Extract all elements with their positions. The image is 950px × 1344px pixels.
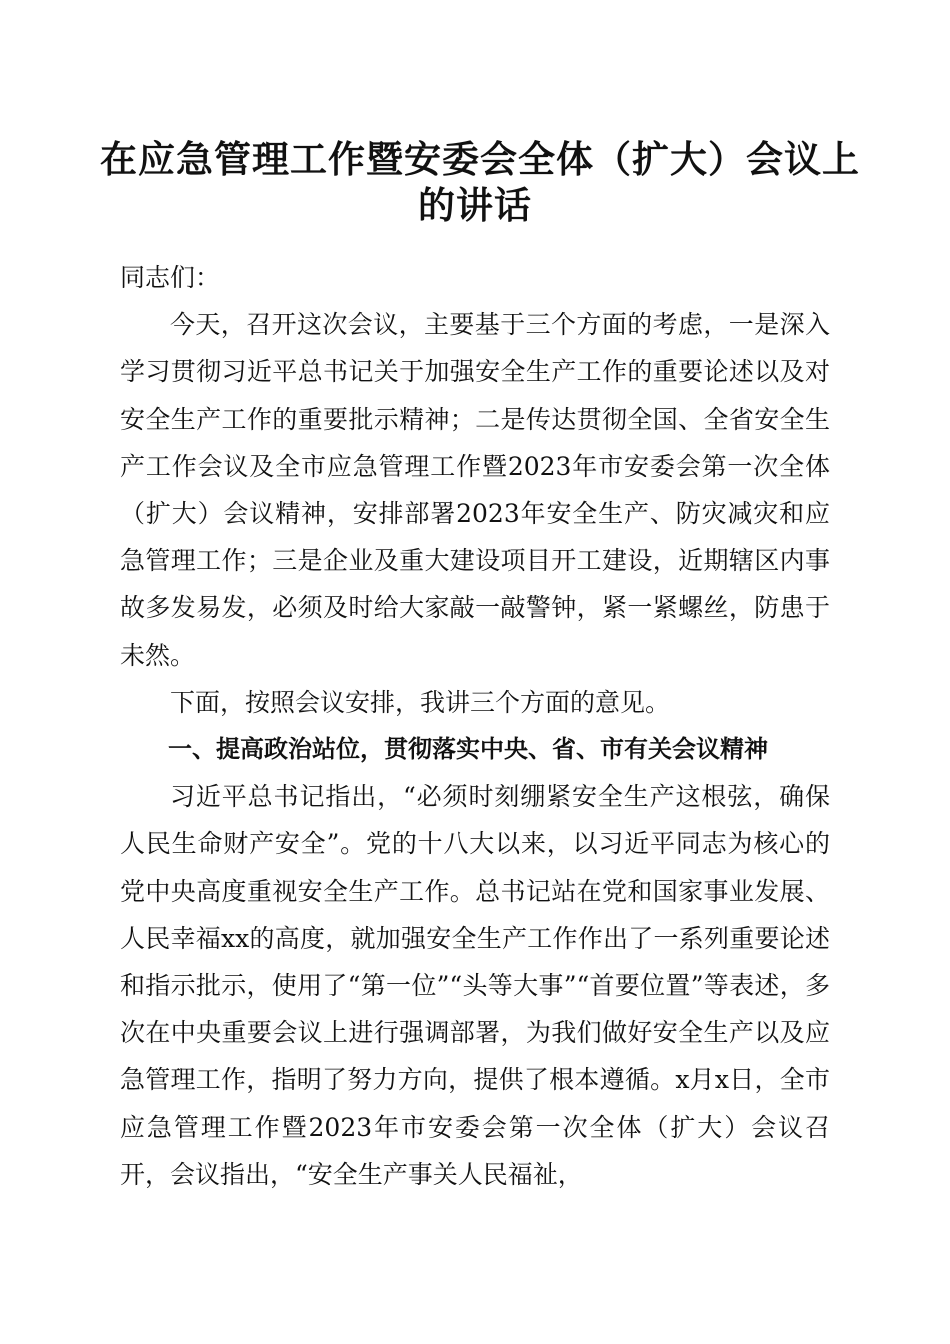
document-body [120, 254, 830, 1198]
document-title-line-2: 的讲话 [418, 184, 532, 227]
paragraph-1: 今天，召开这次会议，主要基于三个方面的考虑，一是深入学习贯彻习近平总书记关于加强安全生产工作的重要论述以及对安全生产工作的重要批示精神；二是传达贯彻全国、全省安全生产工作会议及全市应急管理工作暨2023年市安委会第一次全体（扩大）会议精神，安排部署2023年安全生产、防灾减灾和应急管理工作；三是企业及重大建设项目开工建设，近期辖区内事故多发易发，必须及时给大家敲一敲警钟，紧一紧螺丝，防患于未然。 [120, 310, 830, 670]
paragraph-3: 习近平总书记指出，“必须时刻绷紧安全生产这根弦，确保人民生命财产安全”。党的十八大以来，以习近平同志为核心的党中央高度重视安全生产工作。总书记站在党和国家事业发展、人民幸福xx的高度，就加强安全生产工作作出了一系列重要论述和指示批示，使用了“第一位”“头等大事”“首要位置”等表述，多次在中央重要会议上进行强调部署，为我们做好安全生产以及应急管理工作，指明了努力方向，提供了根本遵循。x月x日，全市应急管理工作暨2023年市安委会第一次全体（扩大）会议召开，会议指出，“安全生产事关人民福祉， [120, 782, 830, 1189]
salutation: 同志们： [120, 263, 221, 292]
section-heading-1: 一、提高政治站位，贯彻落实中央、省、市有关会议精神 [168, 735, 768, 764]
paragraph-2: 下面，按照会议安排，我讲三个方面的意见。 [170, 687, 671, 717]
document-title-line-1: 在应急管理工作暨安委会全体（扩大）会议上 [100, 138, 860, 181]
